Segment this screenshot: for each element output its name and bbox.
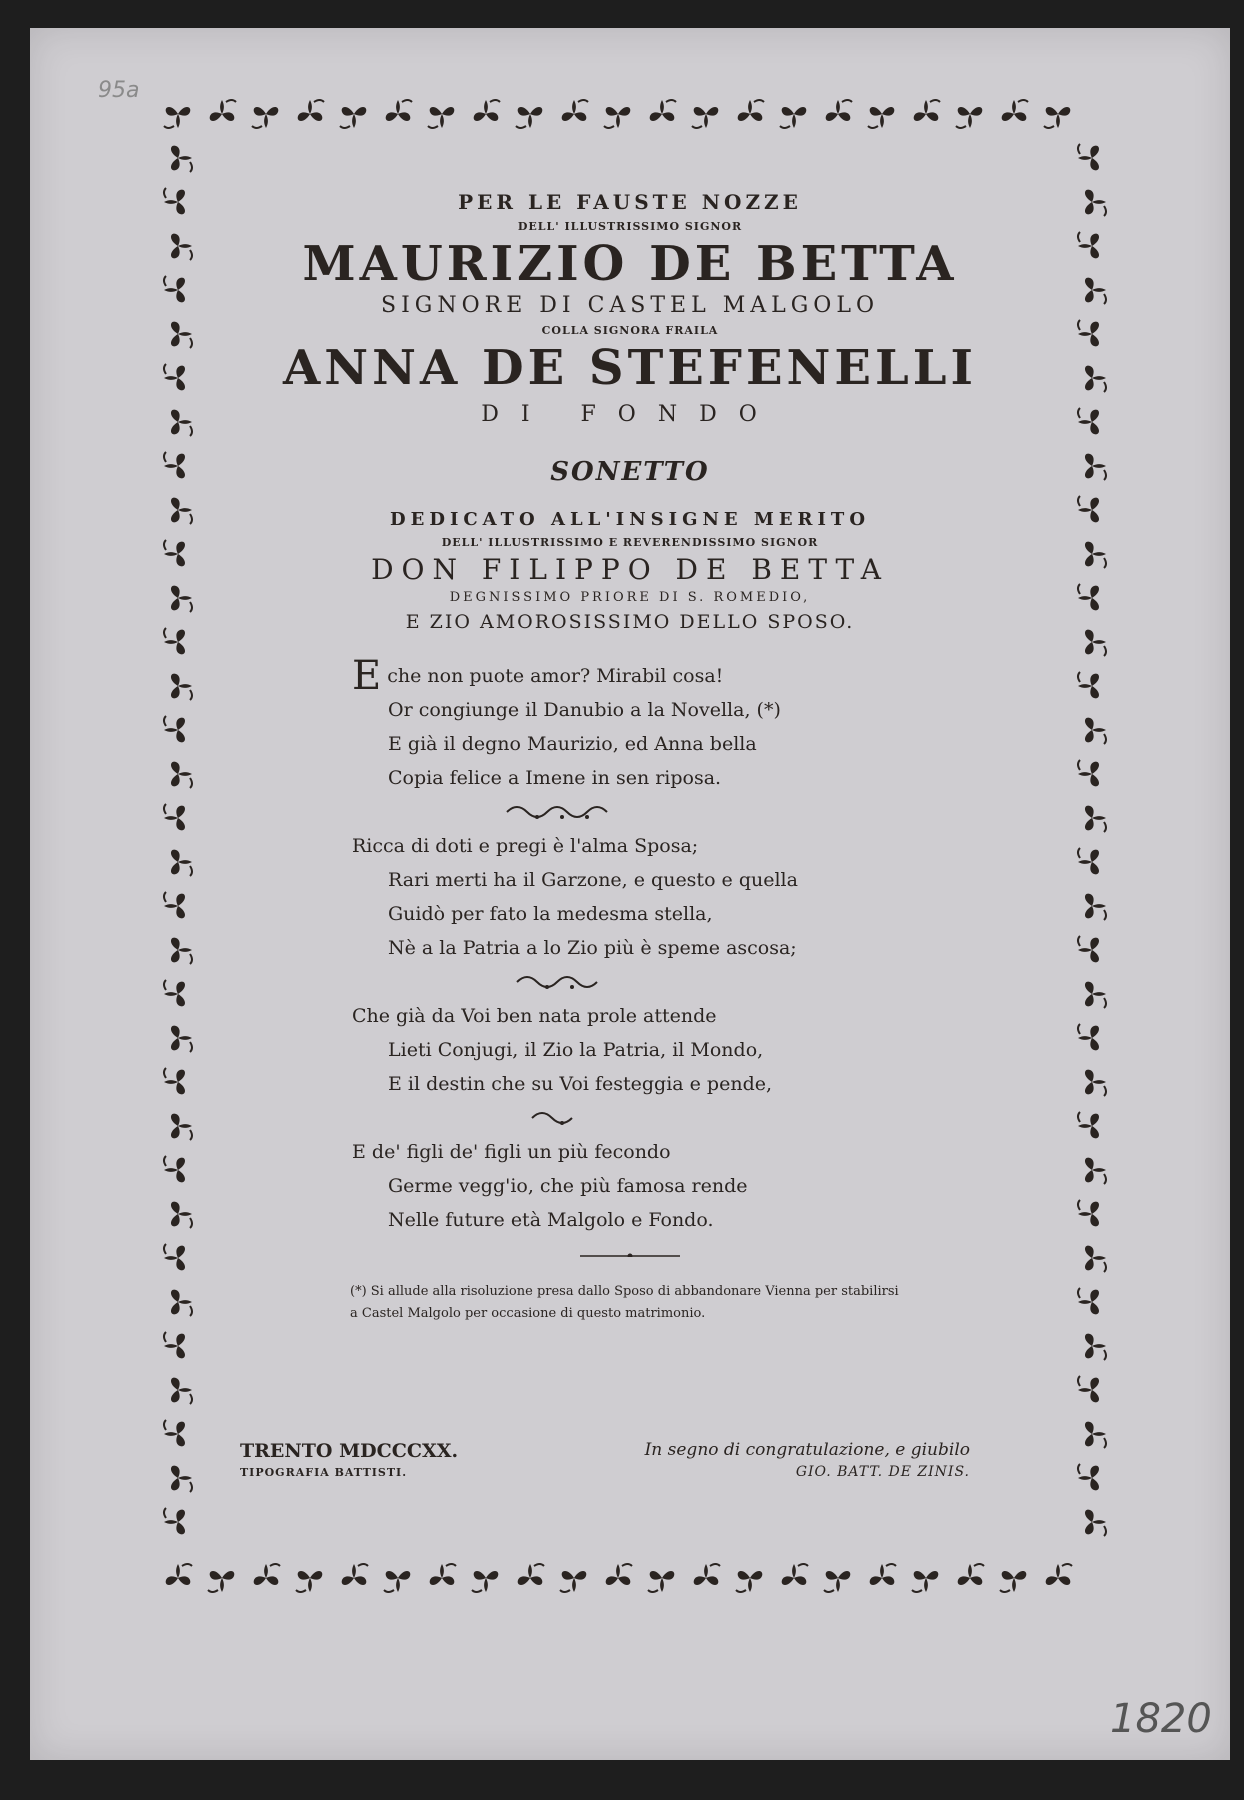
border-leaf-ornament [164, 364, 185, 390]
border-leaf-ornament [210, 100, 236, 121]
stanza-ornament [352, 799, 622, 825]
border-leaf-ornament [1085, 1510, 1106, 1536]
border-leaf-ornament [1078, 408, 1099, 434]
poem-line: Nelle future età Malgolo e Fondo. [388, 1208, 714, 1231]
border-leaf-ornament [171, 762, 192, 788]
border-leaf-ornament [648, 1571, 674, 1592]
dedication-line-2: DELL' ILLUSTRISSIMO E REVERENDISSIMO SIGNOR [441, 535, 819, 549]
border-leaf-ornament [171, 498, 192, 524]
border-leaf-ornament [1000, 1571, 1026, 1592]
border-leaf-ornament [164, 1244, 185, 1270]
border-leaf-ornament [1078, 496, 1099, 522]
border-leaf-ornament [164, 1332, 185, 1358]
border-leaf-ornament [518, 1564, 544, 1585]
border-leaf-ornament [1085, 542, 1106, 568]
poem-line: E de' figli de' figli un più fecondo [352, 1140, 671, 1163]
imprint-place-date: TRENTO MDCCCXX. [240, 1440, 459, 1462]
border-leaf-ornament [171, 1378, 192, 1404]
border-leaf-ornament [164, 1156, 185, 1182]
poem-title: SONETTO [550, 456, 710, 487]
border-leaf-ornament [1078, 1376, 1099, 1402]
poem-line: Ricca di doti e pregi è l'alma Sposa; [352, 834, 699, 857]
border-leaf-ornament [1078, 232, 1099, 258]
border-leaf-ornament [164, 540, 185, 566]
heading-line-3: COLLA SIGNORA FRAILA [541, 324, 719, 338]
border-leaf-ornament [650, 100, 676, 121]
handwritten-year-note: 1820 [1110, 1696, 1212, 1742]
border-leaf-ornament [171, 850, 192, 876]
dedicatee-name: DON FILIPPO DE BETTA [371, 552, 889, 586]
poem-line: E il destin che su Voi festeggia e pende, [388, 1072, 773, 1095]
imprint [240, 1440, 458, 1479]
border-leaf-ornament [171, 410, 192, 436]
border-leaf-ornament [1078, 1288, 1099, 1314]
border-leaf-ornament [342, 1564, 368, 1585]
groom-name: MAURIZIO DE BETTA [302, 236, 958, 292]
border-leaf-ornament [252, 107, 278, 128]
border-leaf-ornament [694, 1564, 720, 1585]
border-leaf-ornament [164, 628, 185, 654]
handwritten-top-note: 95a [98, 78, 140, 103]
border-leaf-ornament [171, 322, 192, 348]
poem-line: Lieti Conjugi, il Zio la Patria, il Mondo, [388, 1038, 764, 1061]
dedication-line-3: DEGNISSIMO PRIORE DI S. ROMEDIO, [449, 589, 811, 605]
border-leaf-ornament [1085, 806, 1106, 832]
border-leaf-ornament [430, 1564, 456, 1585]
heading-line-2: DELL' ILLUSTRISSIMO SIGNOR [517, 220, 743, 233]
border-leaf-ornament [428, 107, 454, 128]
border-leaf-ornament [171, 234, 192, 260]
border-leaf-ornament [782, 1564, 808, 1585]
sonnet-text [352, 652, 1020, 1237]
border-leaf-ornament [164, 804, 185, 830]
drop-cap: E [352, 652, 382, 699]
border-leaf-ornament [1078, 936, 1099, 962]
border-leaf-ornament [1085, 454, 1106, 480]
border-leaf-ornament [164, 1068, 185, 1094]
border-leaf-ornament [958, 1564, 984, 1585]
border-leaf-ornament [914, 100, 940, 121]
border-leaf-ornament [1085, 894, 1106, 920]
border-leaf-ornament [384, 1571, 410, 1592]
border-leaf-ornament [606, 1564, 632, 1585]
heading-line-1: PER LE FAUSTE NOZZE [458, 190, 802, 214]
border-leaf-ornament [298, 100, 324, 121]
border-leaf-ornament [1078, 672, 1099, 698]
stanza-ornament [352, 969, 622, 995]
stanza-ornament [352, 1105, 622, 1131]
border-leaf-ornament [1085, 982, 1106, 1008]
border-leaf-ornament [1085, 366, 1106, 392]
divider-rule [580, 1253, 680, 1257]
border-leaf-ornament [1078, 848, 1099, 874]
border-leaf-ornament [340, 107, 366, 128]
border-leaf-ornament [171, 938, 192, 964]
border-leaf-ornament [171, 586, 192, 612]
border-leaf-ornament [171, 1114, 192, 1140]
border-leaf-ornament [1078, 1464, 1099, 1490]
border-leaf-ornament [1085, 278, 1106, 304]
poem-line: Guidò per fato la medesma stella, [388, 902, 713, 925]
border-leaf-ornament [1046, 1564, 1072, 1585]
dedication-line-1: DEDICATO ALL'INSIGNE MERITO [390, 508, 870, 530]
border-leaf-ornament [1078, 1200, 1099, 1226]
border-leaf-ornament [386, 100, 412, 121]
border-leaf-ornament [1002, 100, 1028, 121]
border-leaf-ornament [1078, 144, 1099, 170]
border-leaf-ornament [516, 107, 542, 128]
border-leaf-ornament [164, 892, 185, 918]
border-leaf-ornament [1078, 1024, 1099, 1050]
bride-origin: DI FONDO [481, 401, 779, 427]
signature-line-1: In segno di congratulazione, e giubilo [644, 1440, 970, 1460]
poem-line: Copia felice a Imene in sen riposa. [388, 766, 722, 789]
border-leaf-ornament [171, 146, 192, 172]
dedication-line-4: E ZIO AMOROSISSIMO DELLO SPOSO. [405, 610, 855, 633]
border-leaf-ornament [1085, 190, 1106, 216]
border-leaf-ornament [604, 107, 630, 128]
broadside-content [240, 190, 1020, 1480]
border-leaf-ornament [171, 1026, 192, 1052]
footnote [240, 1281, 1020, 1325]
border-leaf-ornament [164, 188, 185, 214]
poem-line: Germe vegg'io, che più famosa rende [388, 1174, 748, 1197]
border-leaf-ornament [296, 1571, 322, 1592]
border-leaf-ornament [164, 980, 185, 1006]
border-leaf-ornament [1085, 1422, 1106, 1448]
border-leaf-ornament [171, 674, 192, 700]
border-leaf-ornament [164, 107, 190, 128]
border-leaf-ornament [474, 100, 500, 121]
border-leaf-ornament [1085, 718, 1106, 744]
border-leaf-ornament [824, 1571, 850, 1592]
border-leaf-ornament [1085, 1070, 1106, 1096]
border-leaf-ornament [254, 1564, 280, 1585]
border-leaf-ornament [736, 1571, 762, 1592]
border-leaf-ornament [164, 1420, 185, 1446]
border-leaf-ornament [912, 1571, 938, 1592]
footnote-line-2: a Castel Malgolo per occasione di questo matrimonio. [350, 1305, 706, 1321]
border-leaf-ornament [956, 107, 982, 128]
border-leaf-ornament [171, 1202, 192, 1228]
border-leaf-ornament [171, 1466, 192, 1492]
border-leaf-ornament [870, 1564, 896, 1585]
border-leaf-ornament [164, 1508, 185, 1534]
border-leaf-ornament [1078, 760, 1099, 786]
imprint-printer: TIPOGRAFIA BATTISTI. [240, 1466, 408, 1479]
footnote-line-1: (*) Si allude alla risoluzione presa dallo Sposo di abbandonare Vienna per stabilirsi [350, 1283, 899, 1299]
border-leaf-ornament [1085, 1246, 1106, 1272]
border-leaf-ornament [164, 716, 185, 742]
border-leaf-ornament [738, 100, 764, 121]
border-leaf-ornament [1078, 584, 1099, 610]
border-leaf-ornament [164, 452, 185, 478]
border-leaf-ornament [1085, 630, 1106, 656]
border-leaf-ornament [1085, 1158, 1106, 1184]
border-leaf-ornament [208, 1571, 234, 1592]
border-leaf-ornament [1085, 1334, 1106, 1360]
poem-line: Che già da Voi ben nata prole attende [352, 1004, 717, 1027]
poem-line: E che non puote amor? Mirabil cosa! [352, 652, 724, 699]
border-leaf-ornament [1078, 1112, 1099, 1138]
border-leaf-ornament [826, 100, 852, 121]
poem-line: Nè a la Patria a lo Zio più è speme ascosa; [388, 936, 797, 959]
border-leaf-ornament [868, 107, 894, 128]
border-leaf-ornament [1044, 107, 1070, 128]
border-leaf-ornament [1078, 320, 1099, 346]
signature [645, 1440, 970, 1480]
poem-line: E già il degno Maurizio, ed Anna bella [388, 732, 757, 755]
border-leaf-ornament [171, 1290, 192, 1316]
border-leaf-ornament [692, 107, 718, 128]
border-leaf-ornament [560, 1571, 586, 1592]
poem-line: Rari merti ha il Garzone, e questo e quella [388, 868, 798, 891]
border-leaf-ornament [780, 107, 806, 128]
border-leaf-ornament [472, 1571, 498, 1592]
signature-name: GIO. BATT. DE ZINIS. [795, 1464, 970, 1480]
border-leaf-ornament [166, 1564, 192, 1585]
border-leaf-ornament [562, 100, 588, 121]
poem-line: Or congiunge il Danubio a la Novella, (*) [388, 698, 781, 721]
border-leaf-ornament [164, 276, 185, 302]
bride-name: ANNA DE STEFENELLI [283, 340, 977, 397]
groom-title: SIGNORE DI CASTEL MALGOLO [381, 293, 879, 319]
